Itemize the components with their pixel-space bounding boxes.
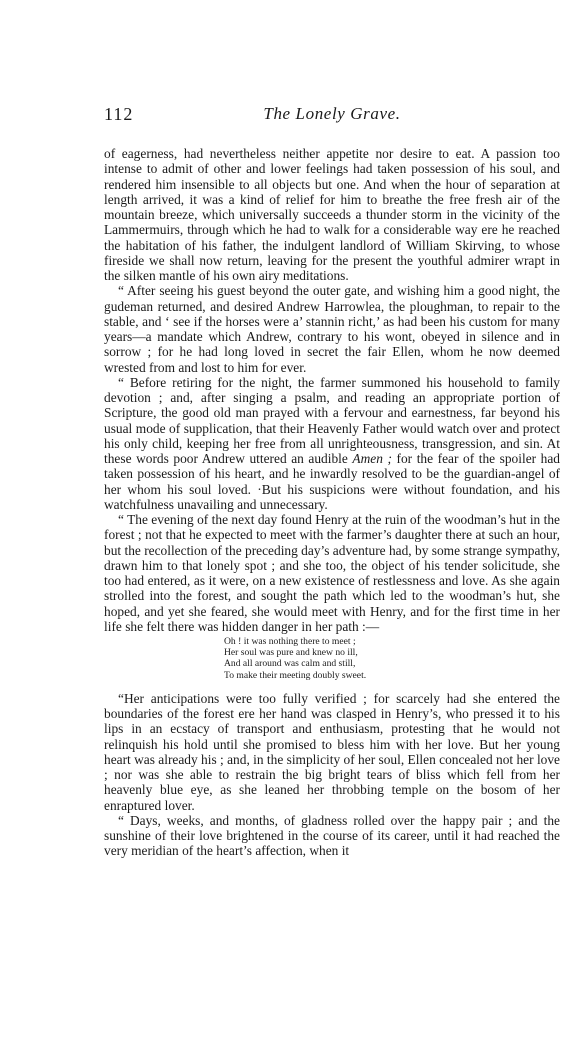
running-head xyxy=(104,104,560,126)
paragraph-2: “ After seeing his guest beyond the outer gate, and wishing him a good night, the gudeman returned, and desired Andrew Harrowlea, the ploughman, to repair to the stable, and ‘ see if the horses were a’ stannin richt,’ as had been his custom for many years—a mandate which Andrew, contrary to his wont, obeyed in silence and in sorrow ; for he had long loved in secret the fair Ellen, whom he now deemed wrested from and lost to him for ever. xyxy=(104,283,560,375)
amen-italic: Amen ; xyxy=(352,451,392,466)
paragraph-6: “ Days, weeks, and months, of gladness rolled over the happy pair ; and the sunshine of their love brightened in the course of its career, until it had reached the very meridian of the heart’s affection, when it xyxy=(104,812,560,859)
body-text xyxy=(104,146,560,859)
verse-line-2: Her soul was pure and knew no ill, xyxy=(224,647,358,659)
verse-quotation xyxy=(224,636,560,681)
paragraph-3 xyxy=(104,375,560,512)
paragraph-3-continuation: for the fear of the spoiler had taken possession of his heart, and he inwardly resolved to be the guardian-angel of her whom his soul loved. ·But his suspicions were without foundation, and his watchfulness unavailing and unnecessary. xyxy=(104,451,560,512)
verse-line-3: And all around was calm and still, xyxy=(224,658,356,670)
running-title: The Lonely Grave. xyxy=(263,104,401,123)
paragraph-5: “Her anticipations were too fully verified ; for scarcely had she entered the boundaries of the forest ere her hand was clasped in Henry’s, who pressed it to his lips in an ecstacy of transport and enthusiasm, protesting that he would not relinquish his hold until she promised to bless him with her love. But her young heart was already his ; and, in the simplicity of her soul, Ellen concealed not her love ; nor was she able to restrain the big bright tears of bliss which fell from her heavenly blue eye, as she leaned her throbbing temple on the bosom of her enraptured lover. xyxy=(104,690,560,813)
paragraph-4: “ The evening of the next day found Henry at the ruin of the woodman’s hut in the forest ; not that he expected to meet with the farmer’s daughter there at such an hour, but the recollection of the preceding day’s adventure had, by some strange sympathy, drawn him to that lonely spot ; and she too, the object of his tender solicitude, she too had entered, as it were, on a new existence of restlessness and love. As she again strolled into the forest, and sought the path which led to the woodman’s hut, she hoped, and yet she feared, she would meet with Henry, and for the first time in her life she felt there was hidden danger in her path :— xyxy=(104,512,560,634)
verse-line-4: To make their meeting doubly sweet. xyxy=(224,669,367,681)
page-number: 112 xyxy=(104,104,134,124)
paragraph-1: of eagerness, had nevertheless neither appetite nor desire to eat. A passion too intense to admit of other and lower feelings had taken possession of his soul, and rendered him insensible to all objects but one. And when the hour of separation at length arrived, it was a kind of relief for him to breathe the free fresh air of the mountain breeze, which universally succeeds a thunder storm in the vicinity of the Lammermuirs, through which he had to walk for a considerable way ere he reached the habitation of his father, the indulgent landlord of William Skirving, to whose fireside we shall now return, leaving for the present the youthful admirer wrapt in the silken mantle of his own airy meditations. xyxy=(104,146,560,283)
verse-line-1: Oh ! it was nothing there to meet ; xyxy=(224,636,356,647)
paragraph-3-text: “ Before retiring for the night, the farmer summoned his household to family devotion ; and, after singing a psalm, and reading an appropriate portion of Scripture, the good old man prayed with a fervour and earnestness, far beyond his usual mode of supplication, that their Heavenly Father would watch over and protect his only child, keeping her free from all unrighteousness, transgression, and sin. At these words poor Andrew uttered an audible xyxy=(104,374,560,466)
